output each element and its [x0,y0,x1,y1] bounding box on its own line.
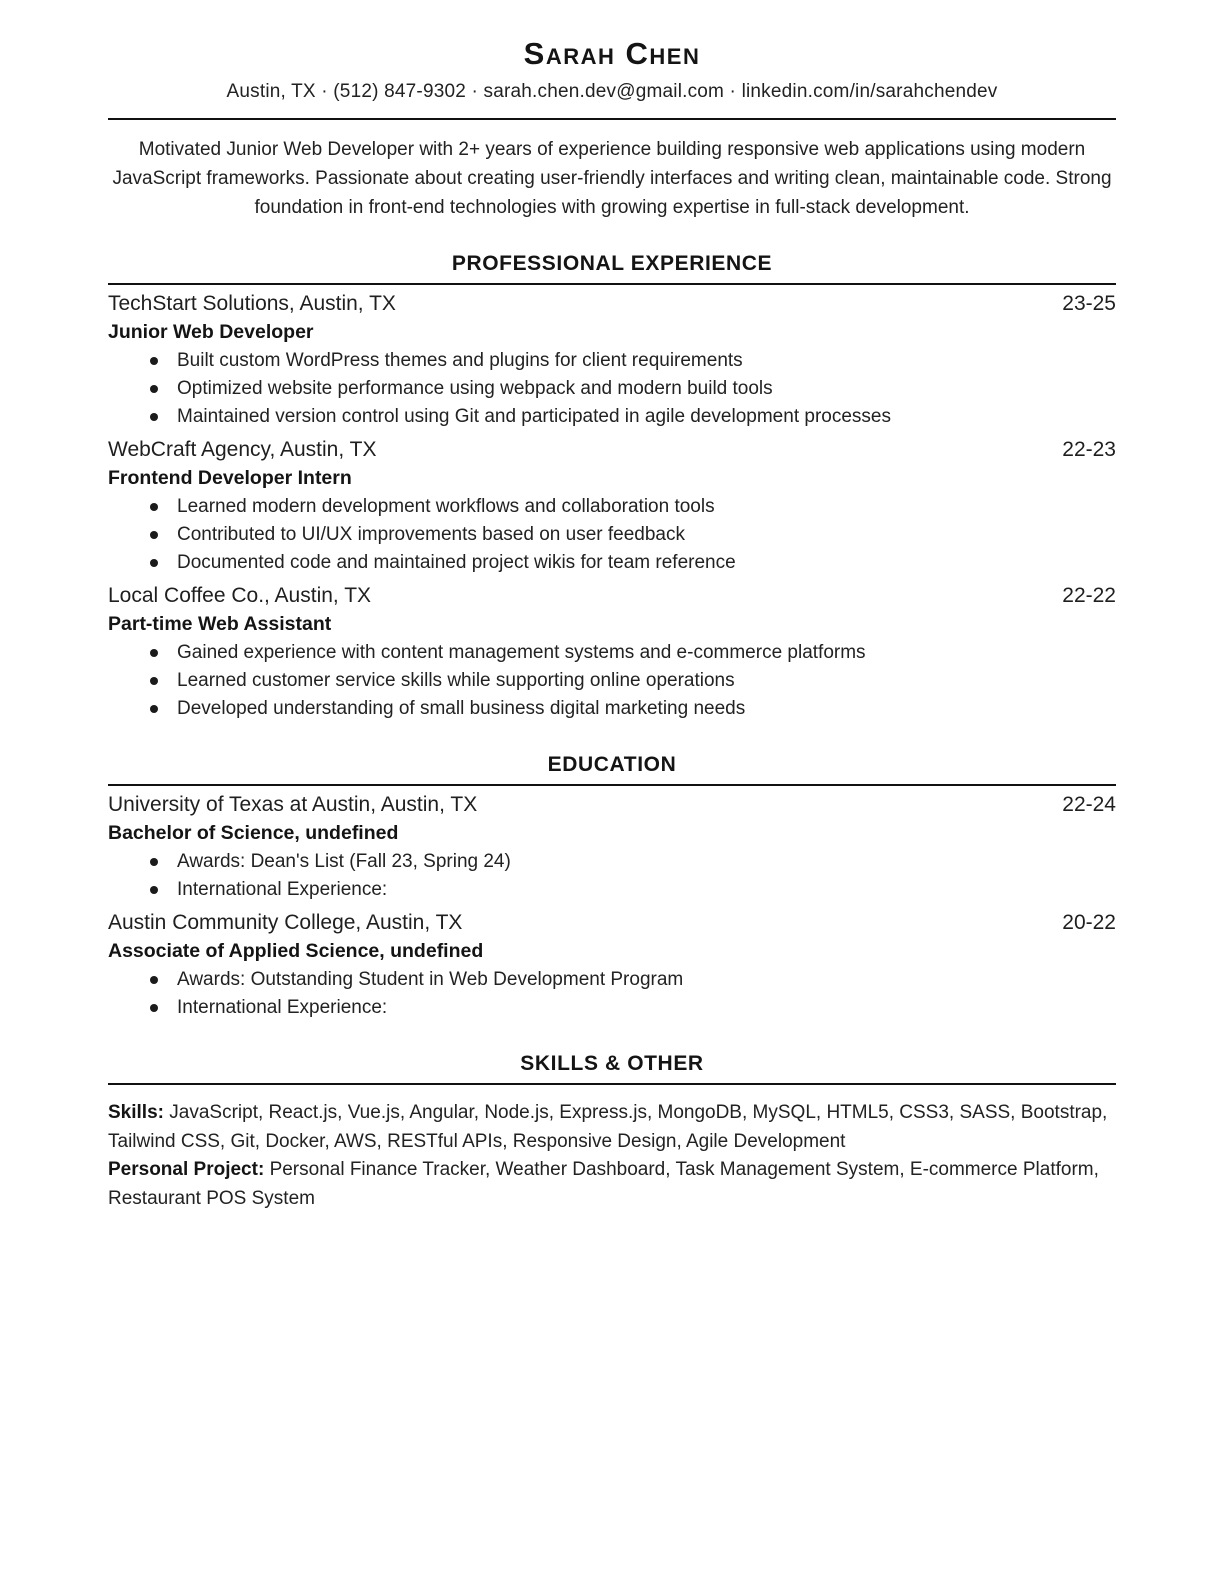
company-name: TechStart Solutions, Austin, TX [108,292,396,315]
skills-list: JavaScript, React.js, Vue.js, Angular, Node.js, Express.js, MongoDB, MySQL, HTML5, CSS3, SASS, Bootstrap, Tailwind CSS, Git, Docker, AWS, RESTful APIs, Responsive Design, Agile Development [108,1102,1108,1152]
job-entry-head [108,289,1116,318]
bullet-item: Awards: Dean's List (Fall 23, Spring 24) [108,848,1116,876]
bullet-item: Optimized website performance using webpack and modern build tools [108,375,1116,403]
bullet-item: Awards: Outstanding Student in Web Development Program [108,966,1116,994]
education-section-title: EDUCATION [108,753,1116,786]
job-entry [108,289,1116,431]
candidate-name: Sarah Chen [523,36,701,71]
resume-header [108,36,1116,120]
experience-section-title: PROFESSIONAL EXPERIENCE [108,252,1116,285]
bullet-item: Learned modern development workflows and collaboration tools [108,493,1116,521]
education-entry-head [108,790,1116,819]
bullet-item: Documented code and maintained project wikis for team reference [108,549,1116,577]
projects-label: Personal Project: [108,1159,265,1180]
job-bullet-list [108,639,1116,723]
education-bullet-list [108,966,1116,1022]
bullet-item: Built custom WordPress themes and plugins for client requirements [108,347,1116,375]
job-entry-head [108,435,1116,464]
projects-paragraph [108,1156,1116,1213]
section-skills [108,1052,1116,1213]
job-dates: 22-22 [1062,584,1116,607]
section-education [108,753,1116,1022]
bullet-item: Gained experience with content management systems and e-commerce platforms [108,639,1116,667]
bullet-item: Contributed to UI/UX improvements based on user feedback [108,521,1116,549]
job-dates: 22-23 [1062,438,1116,461]
section-experience [108,252,1116,723]
job-dates: 23-25 [1062,292,1116,315]
education-bullet-list [108,848,1116,904]
contact-line: Austin, TX · (512) 847-9302 · sarah.chen.dev@gmail.com · linkedin.com/in/sarahchendev [226,81,998,102]
bullet-item: Developed understanding of small business digital marketing needs [108,695,1116,723]
skills-body [108,1099,1116,1213]
education-entry [108,908,1116,1022]
school-dates: 22-24 [1062,793,1116,816]
degree-title: Associate of Applied Science, undefined [108,940,484,962]
bullet-item: International Experience: [108,876,1116,904]
job-bullet-list [108,347,1116,431]
education-entry-head [108,908,1116,937]
job-title: Frontend Developer Intern [108,467,352,489]
company-name: WebCraft Agency, Austin, TX [108,438,377,461]
school-dates: 20-22 [1062,911,1116,934]
bullet-item: Maintained version control using Git and participated in agile development processes [108,403,1116,431]
skills-label: Skills: [108,1102,164,1123]
job-entry [108,581,1116,723]
summary-paragraph: Motivated Junior Web Developer with 2+ years of experience building responsive web applications using modern JavaScript frameworks. Passionate about creating user-friendly interfaces and writing clean, maintainable code. Strong foundation in front-end technologies with growing expertise in full-stack development. [112,139,1112,218]
job-bullet-list [108,493,1116,577]
job-entry [108,435,1116,577]
job-title: Junior Web Developer [108,321,314,343]
skills-section-title: SKILLS & OTHER [108,1052,1116,1085]
job-entry-head [108,581,1116,610]
education-entry [108,790,1116,904]
school-name: University of Texas at Austin, Austin, TX [108,793,478,816]
skills-paragraph [108,1099,1116,1156]
bullet-item: Learned customer service skills while supporting online operations [108,667,1116,695]
bullet-item: International Experience: [108,994,1116,1022]
degree-title: Bachelor of Science, undefined [108,822,399,844]
projects-list: Personal Finance Tracker, Weather Dashboard, Task Management System, E-commerce Platform, Restaurant POS System [108,1159,1099,1209]
school-name: Austin Community College, Austin, TX [108,911,463,934]
company-name: Local Coffee Co., Austin, TX [108,584,372,607]
job-title: Part-time Web Assistant [108,613,332,635]
